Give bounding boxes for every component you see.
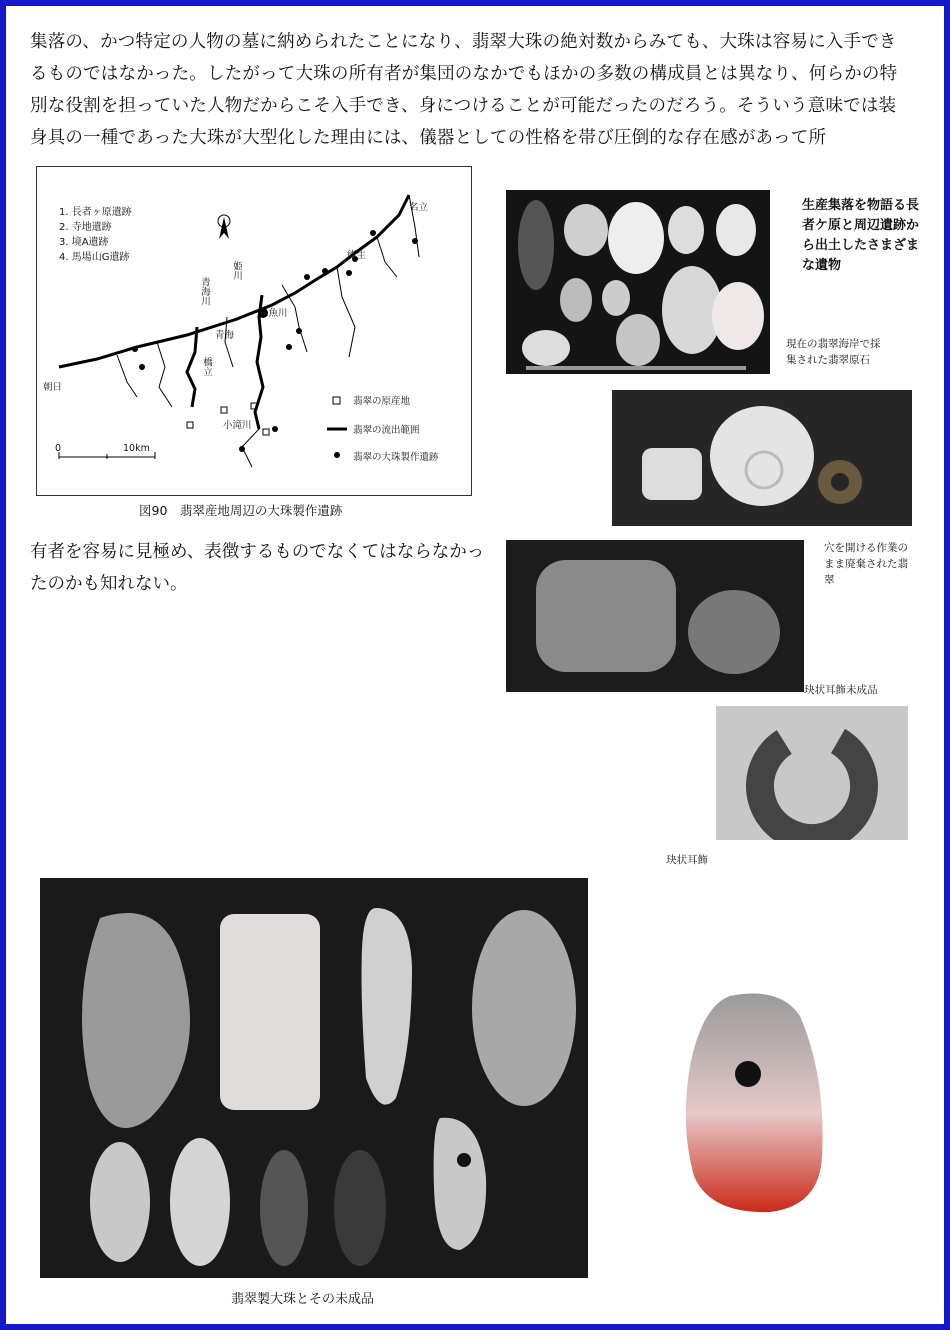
photo-earring — [716, 706, 908, 840]
body-paragraph-1: 集落の、かつ特定の人物の墓に納められたことになり、翡翠大珠の絶対数からみても、大珠は容易に入手できるものではなかった。したがって大珠の所有者が集団のなかでもほかの多数の構成員とは異なり、何らかの特別な役割を担っていた人物だからこそ入手でき、身につけることが可能だったのだろう。そういう意味では装身具の一種であった大珠が大型化した理由には、儀器としての性格を帯び圧倒的な存在感があって所 — [30, 32, 898, 148]
map-site-item: 4. 馬場山G遺跡 — [59, 252, 130, 263]
map-site-item: 1. 長者ヶ原遺跡 — [59, 207, 132, 218]
map-legend-origin: 翡翠の原産地 — [353, 396, 411, 407]
caption-production: 生産集落を物語る長者ケ原と周辺遺跡から出土したさまざまな遺物 — [802, 198, 920, 273]
map-site-item: 2. 寺地遺跡 — [59, 222, 112, 233]
caption-beads: 翡翠製大珠とその未成品 — [231, 1292, 375, 1307]
caption-drilled: 穴を開ける作業のまま廃棄された翡翠 — [824, 542, 908, 586]
map-label-himekawa: 姫川 — [231, 261, 242, 280]
photo-drilled-jade — [612, 390, 912, 526]
map-site-item: 3. 境A遺跡 — [59, 237, 109, 248]
map-site-list — [59, 205, 132, 265]
map-label-oumi: 青海 — [215, 330, 235, 341]
map-scale-km: 10km — [123, 443, 150, 454]
photo-jade-beads — [40, 878, 588, 1278]
map-label-kotakigawa: 小滝川 — [223, 420, 252, 431]
photo-unfinished-earring — [506, 540, 804, 692]
caption-raw-stone: 現在の翡翠海岸で採集された翡翠原石 — [786, 338, 881, 366]
map-caption: 図90 翡翠産地周辺の大珠製作遺跡 — [139, 503, 343, 518]
site-map-figure — [36, 166, 472, 496]
caption-earring: 玦状耳飾 — [666, 854, 708, 866]
map-label-itoigawa: 糸魚川 — [259, 308, 288, 319]
map-label-nou: 能生 — [347, 250, 367, 261]
map-legend-sites: 翡翠の大珠製作遺跡 — [353, 452, 439, 463]
photo-single-bead — [670, 976, 846, 1226]
map-label-aomigawa: 青海川 — [199, 277, 210, 306]
body-paragraph-2: 有者を容易に見極め、表徴するものでなくてはならなかったのかも知れない。 — [30, 542, 485, 594]
caption-unfinished-earring: 玦状耳飾未成品 — [804, 684, 878, 696]
map-label-asahi: 朝日 — [43, 382, 63, 393]
map-label-hashidate: 橋立 — [201, 357, 212, 376]
map-legend-range: 翡翠の流出範囲 — [353, 425, 420, 436]
document-page — [6, 6, 944, 1324]
map-label-natachi: 名立 — [409, 202, 429, 213]
photo-raw-stones — [506, 190, 770, 374]
map-scale-zero: 0 — [55, 443, 62, 454]
